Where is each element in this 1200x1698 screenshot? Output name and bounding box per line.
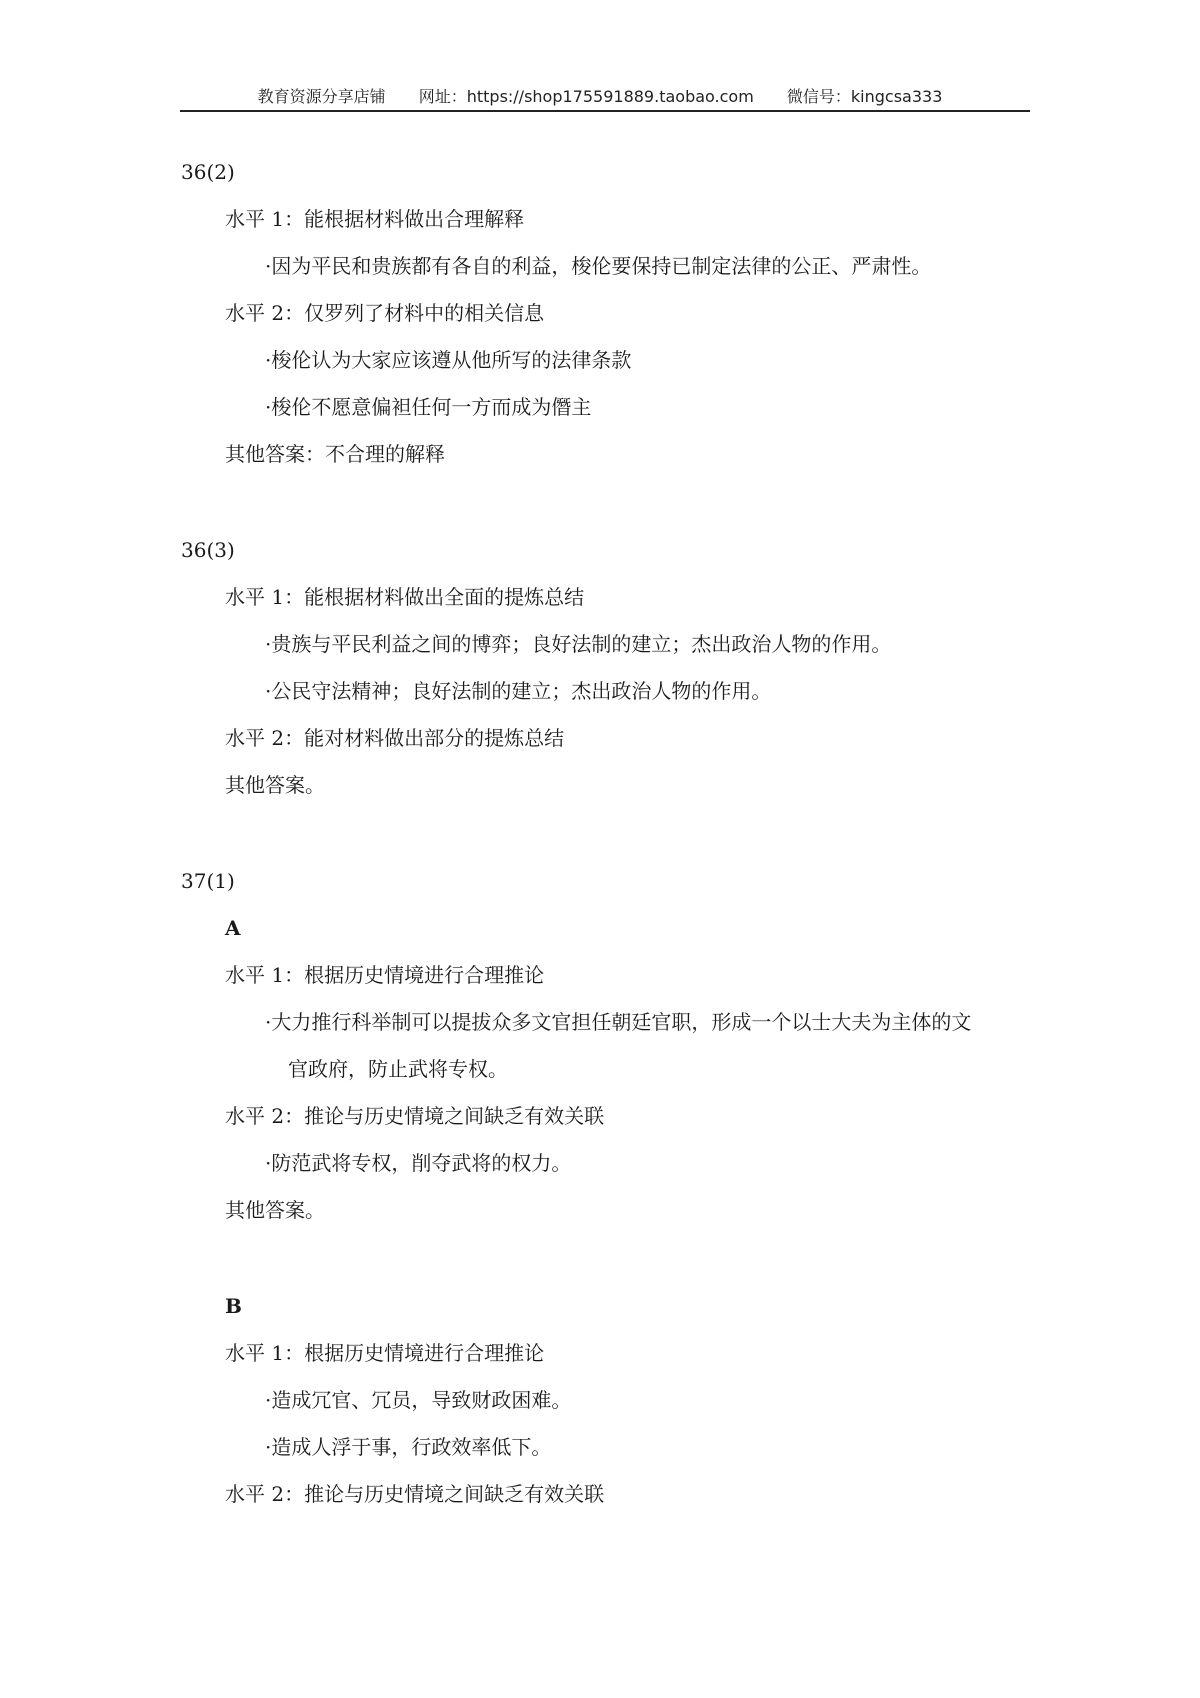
section-36-2-level2-bullet-1: ·梭伦认为大家应该遵从他所写的法律条款 bbox=[265, 348, 632, 372]
section-36-2-level2-bullet-2: ·梭伦不愿意偏袒任何一方而成为僭主 bbox=[265, 395, 592, 419]
header-rule bbox=[180, 110, 1030, 112]
part-a-level1-bullet-line2: 官政府，防止武将专权。 bbox=[288, 1057, 508, 1081]
section-36-2-level1-bullet: ·因为平民和贵族都有各自的利益，梭伦要保持已制定法律的公正、严肃性。 bbox=[265, 254, 932, 278]
section-36-3-other: 其他答案。 bbox=[225, 773, 325, 797]
header-wechat: 微信号：kingcsa333 bbox=[786, 87, 943, 106]
part-a-level1-bullet-line1: ·大力推行科举制可以提拔众多文官担任朝廷官职，形成一个以士大夫为主体的文 bbox=[265, 1010, 972, 1034]
header-website: 网址：https://shop175591889.taobao.com bbox=[418, 87, 754, 106]
header-shop-name: 教育资源分享店铺 bbox=[257, 87, 386, 106]
section-36-3-level1-bullet-1: ·贵族与平民利益之间的博弈；良好法制的建立；杰出政治人物的作用。 bbox=[265, 632, 892, 656]
part-b-level1-bullet-1: ·造成冗官、冗员，导致财政困难。 bbox=[265, 1388, 572, 1412]
part-b-level2-title: 水平 2：推论与历史情境之间缺乏有效关联 bbox=[225, 1482, 605, 1506]
part-b-level1-title: 水平 1：根据历史情境进行合理推论 bbox=[225, 1341, 545, 1365]
part-a-level2-bullet: ·防范武将专权，削夺武将的权力。 bbox=[265, 1151, 572, 1175]
section-36-2-label: 36(2) bbox=[181, 160, 235, 184]
section-36-3-level2-title: 水平 2：能对材料做出部分的提炼总结 bbox=[225, 726, 565, 750]
section-36-2-level1-title: 水平 1：能根据材料做出合理解释 bbox=[225, 207, 525, 231]
part-a-other: 其他答案。 bbox=[225, 1198, 325, 1222]
page-header bbox=[0, 84, 1200, 107]
part-b-level1-bullet-2: ·造成人浮于事，行政效率低下。 bbox=[265, 1435, 552, 1459]
part-a-level2-title: 水平 2：推论与历史情境之间缺乏有效关联 bbox=[225, 1104, 605, 1128]
section-36-3-label: 36(3) bbox=[181, 538, 235, 562]
section-36-3-level1-title: 水平 1：能根据材料做出全面的提炼总结 bbox=[225, 585, 585, 609]
part-b-label: B bbox=[225, 1294, 242, 1318]
part-a-label: A bbox=[225, 916, 241, 940]
part-a-level1-title: 水平 1：根据历史情境进行合理推论 bbox=[225, 963, 545, 987]
section-37-1-label: 37(1) bbox=[181, 869, 235, 893]
section-36-2-level2-title: 水平 2：仅罗列了材料中的相关信息 bbox=[225, 301, 545, 325]
section-36-3-level1-bullet-2: ·公民守法精神；良好法制的建立；杰出政治人物的作用。 bbox=[265, 679, 772, 703]
section-36-2-other: 其他答案：不合理的解释 bbox=[225, 442, 445, 466]
